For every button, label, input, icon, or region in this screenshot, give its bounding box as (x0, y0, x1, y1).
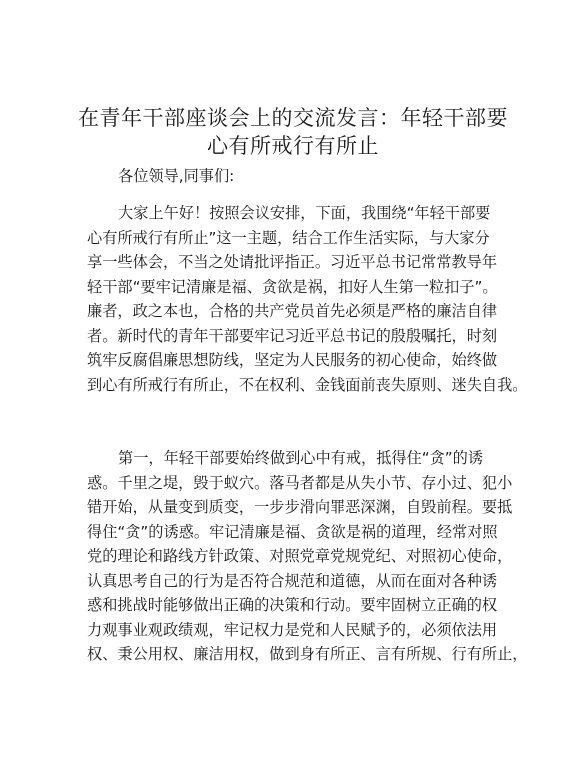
paragraph-2 (87, 446, 528, 667)
paragraph-line: 筑牢反腐倡廉思想防线，坚定为人民服务的初心使命，始终做 (87, 351, 498, 369)
paragraph-line: 到心有所戒行有所止，不在权利、金钱面前丧失原则、迷失自我。 (87, 375, 528, 394)
paragraph-line: 力观事业观政绩观，牢记权力是党和人民赋予的，必须依法用 (87, 620, 498, 639)
paragraph-1 (87, 201, 528, 397)
paragraph-line: 权、秉公用权、廉洁用权，做到身有所正、言有所规、行有所止， (87, 645, 528, 663)
paragraph-line: 轻干部“要牢记清廉是福、贪欲是祸，扣好人生第一粒扣子”。 (87, 277, 498, 296)
greeting-text: 各位领导,同事们: (118, 167, 235, 185)
paragraph-line: 惑。千里之堤，毁于蚁穴。落马者都是从失小节、存小过、犯小 (87, 473, 513, 492)
paragraph-line: 惑和挑战时能够做出正确的决策和行动。要牢固树立正确的权 (87, 596, 498, 614)
paragraph-line: 廉者，政之本也，合格的共产党员首先必须是严格的廉洁自律 (87, 302, 498, 320)
title-line-1: 在青年干部座谈会上的交流发言：年轻干部要 (78, 106, 508, 130)
paragraph-line: 者。新时代的青年干部要牢记习近平总书记的殷殷嘱托，时刻 (87, 326, 498, 345)
paragraph-line: 大家上午好！按照会议安排，下面，我围绕“年轻干部要 (118, 204, 491, 222)
title-line-2: 心有所戒行有所止 (207, 134, 379, 158)
paragraph-line: 第一，年轻干部要始终做到心中有戒，抵得住“贪”的诱 (118, 449, 484, 467)
paragraph-line: 享一些体会，不当之处请批评指正。习近平总书记常常教导年 (87, 253, 498, 271)
greeting (87, 164, 503, 189)
paragraph-line: 错开始，从量变到质变，一步步滑向罪恶深渊，自毁前程。要抵 (87, 498, 513, 516)
paragraph-line: 党的理论和路线方针政策、对照党章党规党纪、对照初心使命， (87, 547, 513, 565)
paragraph-line: 心有所戒行有所止”这一主题，结合工作生活实际，与大家分 (87, 228, 490, 247)
paragraph-line: 认真思考自己的行为是否符合规范和道德，从而在面对各种诱 (87, 571, 498, 590)
paragraph-line: 得住“贪”的诱惑。牢记清廉是福、贪欲是祸的道理，经常对照 (87, 522, 498, 541)
document-title (60, 104, 526, 160)
